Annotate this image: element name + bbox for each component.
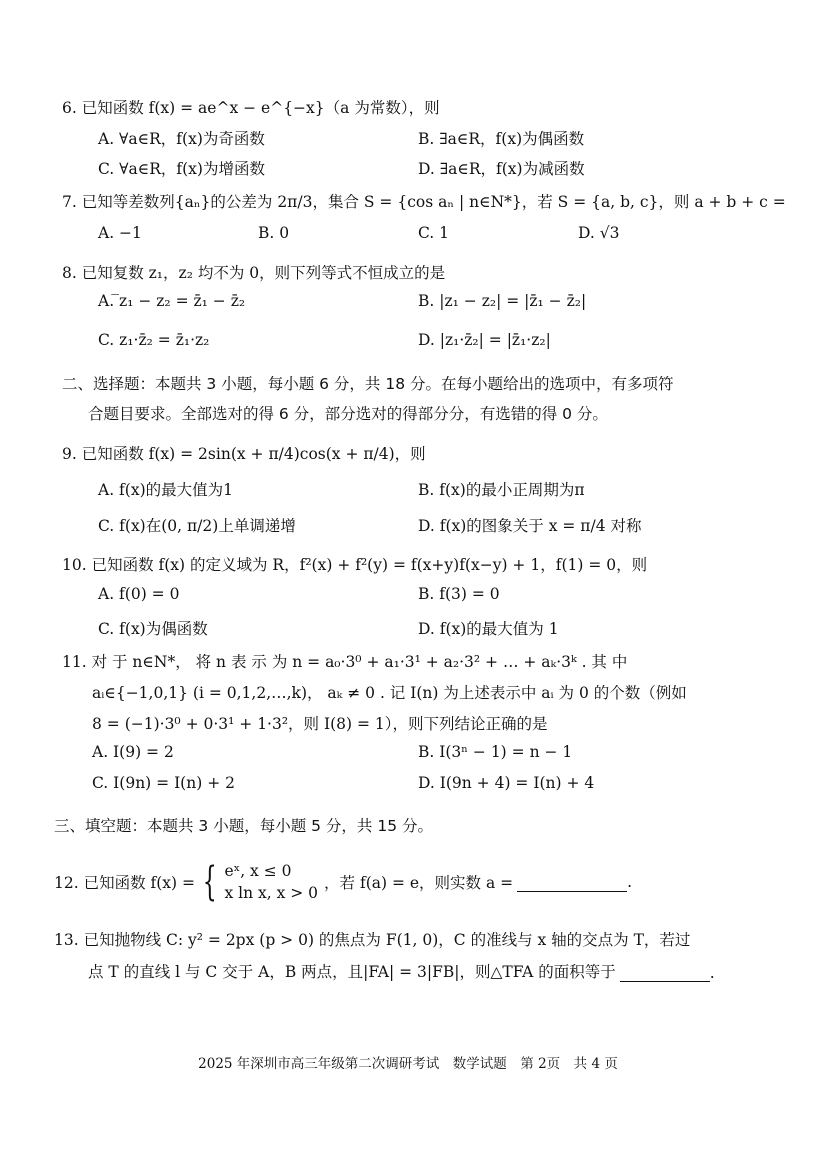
- q12-brace: {: [202, 859, 217, 905]
- q13-answer-blank: [620, 963, 710, 982]
- q7-option-b: B. 0: [258, 224, 290, 242]
- q8-option-d: D. |z₁·z̄₂| = |z̄₁·z₂|: [418, 331, 551, 349]
- q8-stem: 8. 已知复数 z₁，z₂ 均不为 0，则下列等式不恒成立的是: [62, 264, 446, 282]
- q11-option-b: B. I(3ⁿ − 1) = n − 1: [418, 743, 573, 761]
- q8-option-a: A. ̅z₁ − z₂ = z̄₁ − z̄₂: [98, 292, 246, 310]
- q7-option-c: C. 1: [418, 224, 450, 242]
- q13-line-1: 13. 已知抛物线 C: y² = 2px (p > 0) 的焦点为 F(1, 0)，C 的准线与 x 轴的交点为 T，若过: [54, 931, 691, 949]
- q7-option-d: D. √3: [578, 224, 620, 242]
- q12-prefix: 12. 已知函数 f(x) =: [54, 874, 195, 892]
- q11-option-a: A. I(9) = 2: [92, 743, 174, 761]
- q9-option-c: C. f(x)在(0, π/2)上单调递增: [98, 517, 296, 535]
- q11-line-2: aᵢ∈{−1,0,1} (i = 0,1,2,…,k)， aₖ ≠ 0 . 记 I(n) 为上述表示中 aᵢ 为 0 的个数（例如: [92, 684, 687, 702]
- q9-option-d: D. f(x)的图象关于 x = π/4 对称: [418, 517, 642, 535]
- q9-option-a: A. f(x)的最大值为1: [98, 481, 233, 499]
- q9-stem: 9. 已知函数 f(x) = 2sin(x + π/4)cos(x + π/4)，则: [62, 445, 426, 463]
- page-footer: 2025 年深圳市高三年级第二次调研考试 数学试题 第 2页 共 4 页: [198, 1056, 618, 1072]
- q10-option-b: B. f(3) = 0: [418, 585, 500, 603]
- q11-option-d: D. I(9n + 4) = I(n) + 4: [418, 774, 595, 792]
- section-2-instructions: 合题目要求。全部选对的得 6 分，部分选对的得部分分，有选错的得 0 分。: [88, 405, 608, 423]
- q10-option-a: A. f(0) = 0: [98, 585, 180, 603]
- q6-option-b: B. ∃a∈R，f(x)为偶函数: [418, 130, 585, 148]
- q13-line-2-wrap: [88, 960, 715, 982]
- q12-case-1: eˣ, x ≤ 0: [224, 862, 292, 880]
- q11-option-c: C. I(9n) = I(n) + 2: [92, 774, 235, 792]
- q11-line-3: 8 = (−1)·3⁰ + 0·3¹ + 1·3²，则 I(8) = 1），则下列结论正确的是: [92, 715, 548, 733]
- q8-option-b: B. |z₁ − z₂| = |z̄₁ − z̄₂|: [418, 292, 587, 310]
- q6-stem: 6. 已知函数 f(x) = ae^x − e^{−x}（a 为常数），则: [62, 99, 440, 117]
- q12-cases: [224, 860, 318, 904]
- section-2-heading: 二、选择题：本题共 3 小题，每小题 6 分，共 18 分。在每小题给出的选项中，有多项符: [62, 375, 674, 393]
- q11-line-1: 11. 对 于 n∈N*， 将 n 表 示 为 n = a₀·3⁰ + a₁·3¹ + a₂·3² + … + aₖ·3ᵏ . 其 中: [62, 653, 628, 671]
- q9-option-b: B. f(x)的最小正周期为π: [418, 481, 585, 499]
- q8-option-c: C. z₁·z̄₂ = z̄₁·z₂: [98, 331, 210, 349]
- q12-suffix: ，若 f(a) = e，则实数 a =: [324, 874, 514, 892]
- q7-stem: 7. 已知等差数列{aₙ}的公差为 2π/3，集合 S = {cos aₙ | n∈N*}，若 S = {a, b, c}，则 a + b + c =: [62, 193, 786, 211]
- q13-line-2: 点 T 的直线 l 与 C 交于 A，B 两点，且|FA| = 3|FB|，则△TFA 的面积等于: [88, 963, 616, 981]
- q7-option-a: A. −1: [98, 224, 142, 242]
- q12-case-2: x ln x, x > 0: [224, 884, 319, 902]
- q12-end: .: [627, 873, 633, 891]
- q12-answer-blank: [517, 873, 627, 892]
- q6-option-d: D. ∃a∈R，f(x)为减函数: [418, 160, 585, 178]
- q12-block: [54, 858, 632, 906]
- q13-end: .: [709, 964, 715, 982]
- section-3-heading: 三、填空题：本题共 3 小题，每小题 5 分，共 15 分。: [54, 817, 434, 835]
- q6-option-a: A. ∀a∈R，f(x)为奇函数: [98, 130, 265, 148]
- q10-option-d: D. f(x)的最大值为 1: [418, 620, 559, 638]
- q10-option-c: C. f(x)为偶函数: [98, 620, 208, 638]
- q6-option-c: C. ∀a∈R，f(x)为增函数: [98, 160, 265, 178]
- q10-stem: 10. 已知函数 f(x) 的定义域为 R，f²(x) + f²(y) = f(x+y)f(x−y) + 1，f(1) = 0，则: [62, 556, 648, 574]
